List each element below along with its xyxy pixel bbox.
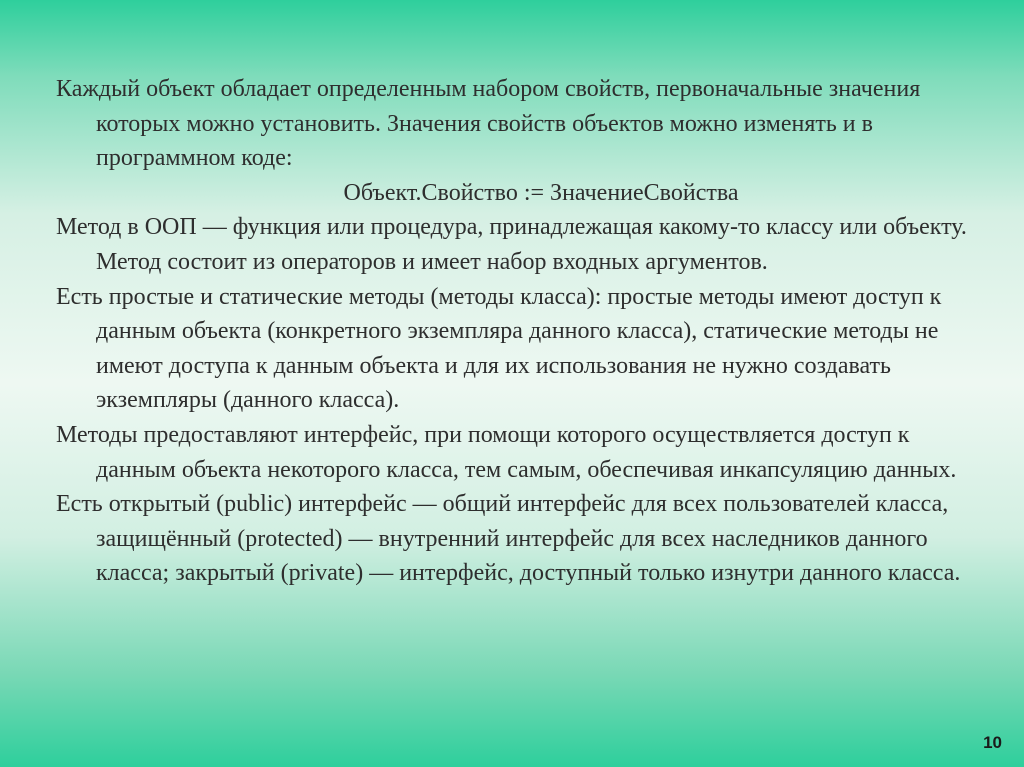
paragraph-static-methods: Есть простые и статические методы (методы класса): простые методы имеют доступ к данным объекта (конкретного экземпляра данного класса), статические методы не имеют доступа к данным объекта и для их использования не нужно создавать экземпляры (данного класса). [56, 283, 942, 414]
paragraph-access-levels: Есть открытый (public) интерфейс — общий интерфейс для всех пользователей класса, защищённый (protected) — внутренний интерфейс для всех наследников данного класса; закрытый (private) — интерфейс, доступный только изнутри данного класса. [56, 491, 961, 587]
page-number: 10 [983, 733, 1002, 752]
slide-body [56, 72, 986, 591]
paragraph-interface: Методы предоставляют интерфейс, при помощи которого осуществляется доступ к данным объекта некоторого класса, тем самым, обеспечивая инкапсуляцию данных. [56, 421, 957, 483]
paragraph-method-definition: Метод в ООП — функция или процедура, принадлежащая какому-то классу или объекту. Метод состоит из операторов и имеет набор входных аргументов. [56, 214, 967, 275]
paragraph-properties: Каждый объект обладает определенным набором свойств, первоначальные значения которых можно установить. Значения свойств объектов можно изменять и в программном коде: [56, 76, 921, 172]
property-assignment-formula: Объект.Свойство := ЗначениеСвойства [343, 179, 739, 206]
